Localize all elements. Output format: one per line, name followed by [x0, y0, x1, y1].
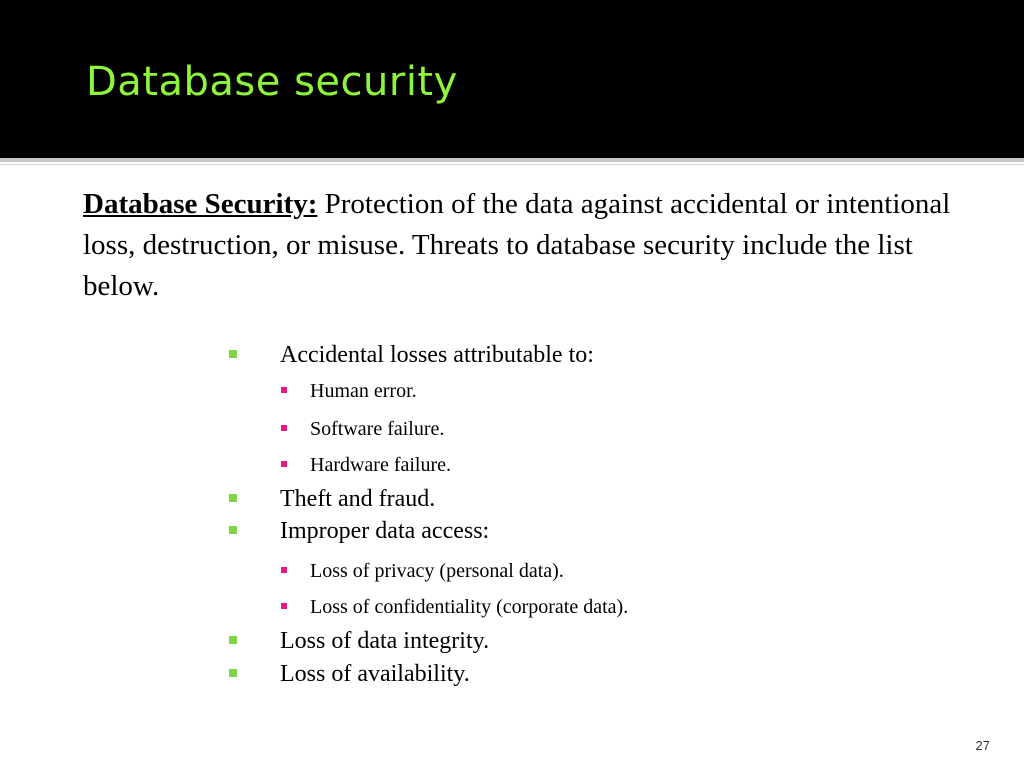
- list-item: [310, 558, 564, 584]
- list-item-text: Accidental losses attributable to:: [280, 342, 594, 368]
- list-item-text: Human error.: [310, 380, 417, 402]
- list-item-text: Software failure.: [310, 418, 445, 440]
- bullet-square-icon: [281, 461, 287, 467]
- bullet-square-icon: [281, 425, 287, 431]
- list-item-text: Improper data access:: [280, 518, 490, 544]
- list-item-text: Loss of confidentiality (corporate data).: [310, 596, 629, 618]
- bullet-square-icon: [229, 350, 237, 358]
- list-item: [280, 340, 594, 370]
- list-item: [310, 378, 417, 404]
- bullet-square-icon: [229, 494, 237, 502]
- list-item: [310, 594, 628, 620]
- bullet-square-icon: [281, 567, 287, 573]
- bullet-square-icon: [281, 603, 287, 609]
- list-item-text: Hardware failure.: [310, 454, 452, 476]
- list-item-text: Loss of data integrity.: [280, 628, 490, 654]
- slide-title: Database security: [86, 59, 458, 105]
- bullet-square-icon: [281, 387, 287, 393]
- list-item-text: Theft and fraud.: [280, 486, 436, 512]
- intro-term: Database Security:: [83, 188, 318, 220]
- bullet-square-icon: [229, 669, 237, 677]
- intro-text: Protection of the data against accidental or intentional loss, destruction, or misuse. Threats to database security include the list below.: [83, 188, 951, 302]
- bullet-square-icon: [229, 636, 237, 644]
- list-item-text: Loss of availability.: [280, 661, 470, 687]
- list-item: [280, 484, 435, 514]
- list-item: [280, 626, 489, 656]
- page-number: 27: [975, 738, 990, 753]
- list-item: [310, 416, 444, 442]
- list-item-text: Loss of privacy (personal data).: [310, 560, 564, 582]
- list-item: [280, 516, 489, 546]
- list-item: [280, 659, 470, 689]
- bullet-square-icon: [229, 526, 237, 534]
- list-item: [310, 452, 451, 478]
